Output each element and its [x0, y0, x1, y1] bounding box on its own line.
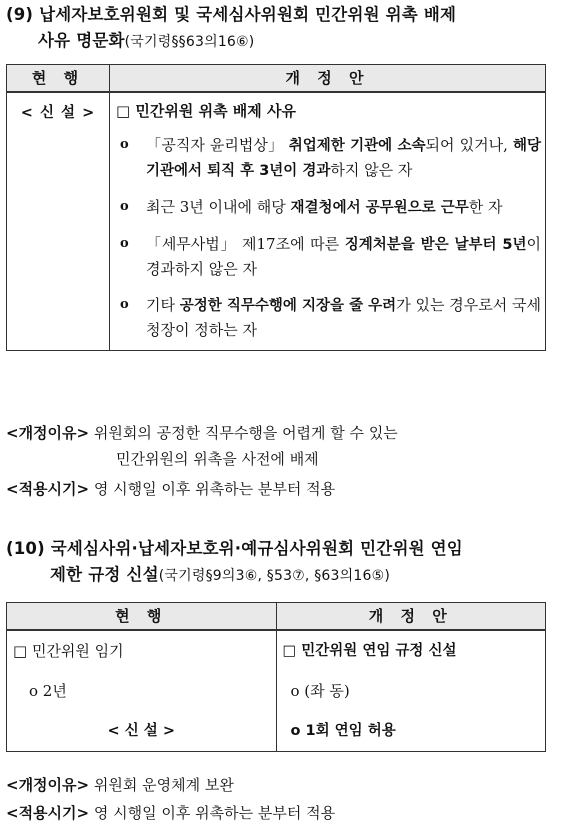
proposed-heading: □ 민간위원 위촉 배제 사유: [116, 102, 296, 120]
apply-label: <적용시기>: [6, 480, 90, 498]
reason-text: 위원회의 공정한 직무수행을 어렵게 할 수 있는: [89, 424, 398, 442]
section-9-reason: [6, 420, 566, 502]
table-cell: □ 민간위원 임기: [7, 630, 277, 671]
table-cell: o (좌 동): [276, 671, 546, 711]
section-10-title-line1: (10) 국세심사위·납세자보호위·예규심사위원회 민간위원 연임: [6, 539, 463, 558]
list-item: [116, 232, 541, 281]
table-row: [7, 711, 546, 752]
bullet-text: 가 있는 경우로서 국세청장이 정하는 자: [146, 296, 542, 339]
bullet-bold: 공정한 직무수행에 지장을 줄 우려: [179, 298, 397, 314]
comparison-table-10: [6, 602, 546, 752]
table-row: [7, 671, 546, 711]
comparison-table-9: [6, 64, 546, 351]
bullet-mark: o: [120, 297, 129, 312]
bullet-text: 기타: [146, 296, 180, 314]
bullet-text: 한 자: [468, 198, 503, 216]
reason-label: <개정이유>: [6, 776, 90, 794]
apply-text: 영 시행일 이후 위촉하는 분부터 적용: [89, 480, 336, 498]
bullet-bold: 재결청에서 공무원으로 근무: [290, 200, 469, 216]
header-current: 현 행: [7, 65, 110, 93]
bullet-text: 최근 3년 이내에 해당: [146, 198, 291, 216]
reason-text: 위원회 운영체계 보완: [89, 776, 234, 794]
section-10-law-ref: (국기령§9의3⑥, §53⑦, §63의16⑤): [158, 568, 390, 584]
section-9-title-line1: (9) 납세자보호위원회 및 국세심사위원회 민간위원 위촉 배제: [6, 5, 457, 24]
list-item: [116, 195, 541, 220]
bullet-text: 이 경과하지 않은 자: [146, 235, 542, 278]
table-cell: o 2년: [7, 671, 277, 711]
bullet-bold: 징계처분을 받은 날부터 5년: [344, 237, 527, 253]
table-cell: < 신 설 >: [7, 711, 277, 752]
reason-text-cont: 민간위원의 위촉을 사전에 배제: [116, 450, 319, 468]
header-new: 개 정 안: [110, 65, 546, 93]
bullet-bold: 취업제한 기관에 소속: [288, 138, 426, 154]
section-9-title: [6, 2, 566, 55]
bullet-bold: 해당 기관에서 퇴직 후 3년이 경과: [146, 138, 541, 179]
section-10-title-line2: 제한 규정 신설: [50, 565, 159, 584]
header-new: 개 정 안: [276, 603, 546, 631]
bullet-text: 되어 있거나,: [425, 136, 513, 154]
apply-text: 영 시행일 이후 위촉하는 분부터 적용: [89, 804, 336, 822]
section-9-title-line2: 사유 명문화: [38, 31, 125, 50]
section-10-title: [6, 536, 566, 589]
current-cell: [7, 92, 110, 351]
table-cell: □ 민간위원 연임 규정 신설: [276, 630, 546, 671]
bullet-mark: o: [120, 137, 129, 152]
section-9-law-ref: (국기령§§63의16⑥): [124, 34, 255, 50]
table-row: [7, 630, 546, 671]
list-item: [116, 133, 541, 183]
table-cell: o 1회 연임 허용: [276, 711, 546, 752]
bullet-text: 「세무사법」 제17조에 따른: [146, 235, 345, 253]
reason-label: <개정이유>: [6, 424, 90, 442]
bullet-mark: o: [120, 199, 129, 214]
new-provision-tag: < 신 설 >: [20, 105, 96, 121]
bullet-text: 하지 않은 자: [330, 161, 413, 179]
apply-label: <적용시기>: [6, 804, 90, 822]
section-10-reason: [6, 772, 566, 826]
bullet-mark: o: [120, 236, 129, 251]
bullet-text: 「공직자 윤리법상」: [146, 136, 289, 154]
proposed-cell: [110, 92, 546, 351]
list-item: [116, 293, 541, 342]
header-current: 현 행: [7, 603, 277, 631]
